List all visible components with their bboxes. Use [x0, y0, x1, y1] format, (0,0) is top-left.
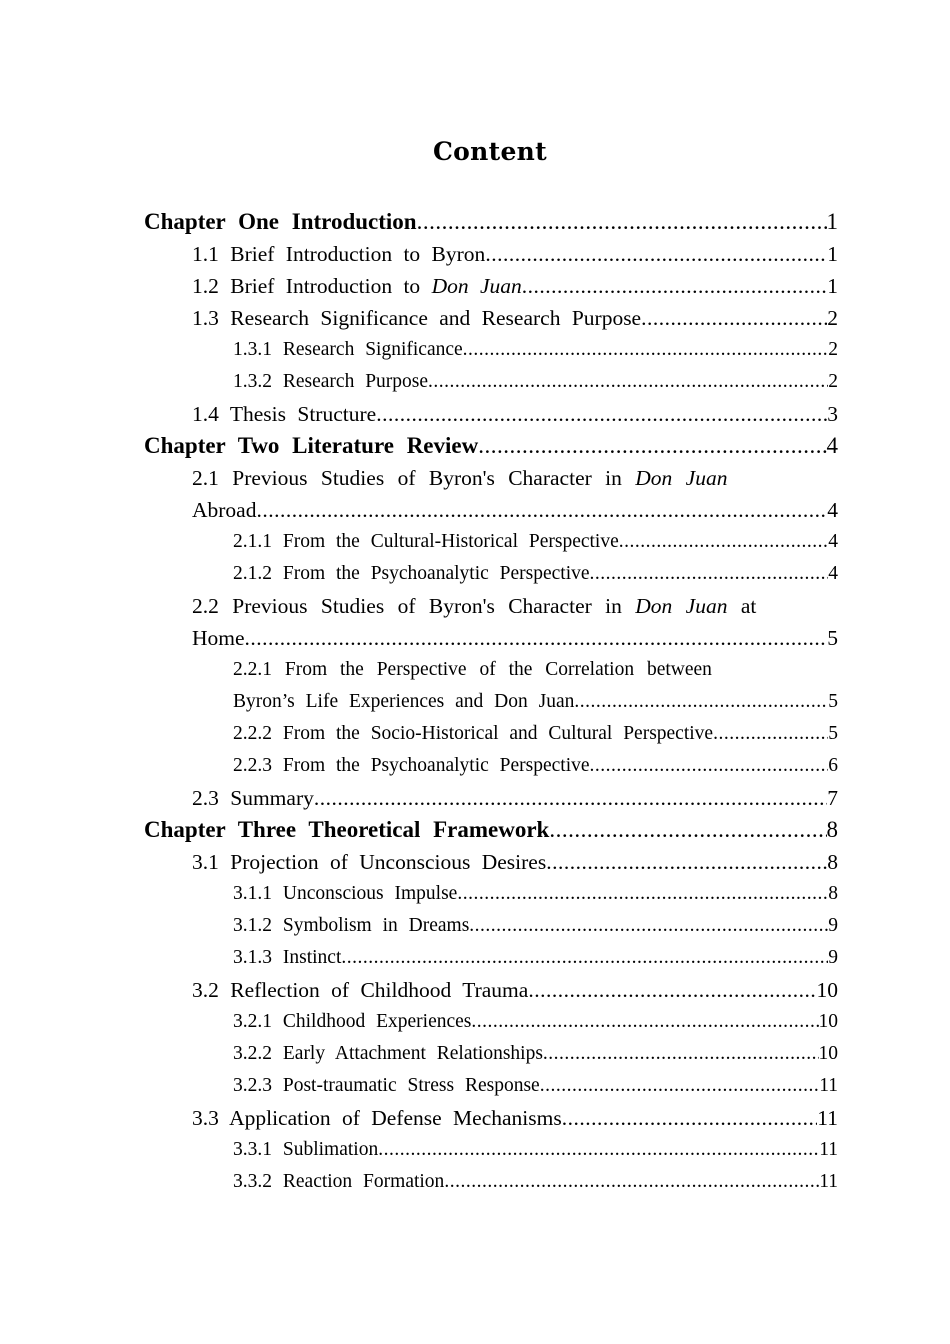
- leader-dots: [590, 558, 829, 590]
- toc-entry-3-2-3[interactable]: [233, 1070, 838, 1102]
- toc-label: 2.2.3 From the Psychoanalytic Perspective: [233, 755, 590, 776]
- toc-label: Chapter One Introduction: [144, 209, 417, 234]
- toc-page-number: 1: [826, 209, 838, 234]
- toc-label-text: 2.1 Previous Studies of Byron's Character in: [192, 466, 636, 490]
- leader-dots: [528, 974, 816, 1006]
- toc-label: Chapter Three Theoretical Framework: [144, 817, 550, 842]
- leader-dots: [543, 1038, 819, 1070]
- toc-label: 3.2.1 Childhood Experiences: [233, 1011, 472, 1032]
- leader-dots: [590, 750, 829, 782]
- toc-label-line1: [192, 462, 838, 494]
- toc-entry-chapter-1[interactable]: [144, 206, 838, 238]
- toc-page-number: 11: [819, 1171, 838, 1192]
- toc-page-number: 5: [828, 723, 838, 744]
- toc-entry-chapter-2[interactable]: [144, 430, 838, 462]
- leader-dots: [546, 846, 827, 878]
- table-of-contents: [144, 206, 838, 1198]
- toc-page-number: 10: [818, 1011, 838, 1032]
- toc-page-number: 11: [817, 1106, 838, 1130]
- toc-label: 3.1.1 Unconscious Impulse: [233, 883, 458, 904]
- toc-page-number: 10: [816, 978, 838, 1002]
- toc-page-number: 2: [827, 306, 838, 330]
- toc-label: 3.1.3 Instinct: [233, 947, 342, 968]
- leader-dots: [619, 526, 828, 558]
- toc-entry-3-1[interactable]: [192, 846, 838, 878]
- leader-dots: [641, 302, 827, 334]
- toc-label-text: 2.2 Previous Studies of Byron's Character in: [192, 594, 636, 618]
- toc-entry-3-2[interactable]: [192, 974, 838, 1006]
- toc-label: 1.4 Thesis Structure: [192, 402, 377, 426]
- leader-dots: [428, 366, 828, 398]
- leader-dots: [378, 1134, 819, 1166]
- toc-page-number: 4: [826, 433, 838, 458]
- toc-page-number: 8: [826, 817, 838, 842]
- leader-dots: [540, 1070, 820, 1102]
- toc-entry-2-2-2[interactable]: [233, 718, 838, 750]
- toc-page-number: 10: [818, 1043, 838, 1064]
- toc-label: 2.1.2 From the Psychoanalytic Perspective: [233, 563, 590, 584]
- toc-page-number: 9: [828, 915, 838, 936]
- toc-entry-2-2-1[interactable]: [233, 654, 838, 718]
- toc-label: 1.3 Research Significance and Research Purpose: [192, 306, 642, 330]
- toc-label: 3.3 Application of Defense Mechanisms: [192, 1106, 562, 1130]
- toc-page-number: 7: [827, 786, 838, 810]
- toc-label-line1: [192, 590, 838, 622]
- toc-label: 1.1 Brief Introduction to Byron: [192, 242, 486, 266]
- leader-dots: [245, 622, 828, 654]
- toc-page-number: 5: [827, 626, 838, 650]
- toc-entry-1-3-1[interactable]: [233, 334, 838, 366]
- toc-entry-1-2[interactable]: [192, 270, 838, 302]
- toc-label-italic: Don Juan: [635, 594, 728, 618]
- toc-entry-3-3-2[interactable]: [233, 1166, 838, 1198]
- toc-entry-2-2-3[interactable]: [233, 750, 838, 782]
- toc-page-number: 2: [828, 339, 838, 360]
- toc-entry-2-1-1[interactable]: [233, 526, 838, 558]
- toc-entry-3-2-2[interactable]: [233, 1038, 838, 1070]
- toc-label-italic: Don Juan: [431, 274, 522, 298]
- toc-page-number: 6: [828, 755, 838, 776]
- toc-label-tail: at: [727, 594, 757, 618]
- toc-entry-3-3[interactable]: [192, 1102, 838, 1134]
- toc-page-number: 11: [819, 1075, 838, 1096]
- toc-label: 3.2 Reflection of Childhood Trauma: [192, 978, 529, 1002]
- toc-page-number: 8: [828, 883, 838, 904]
- leader-dots: [469, 910, 828, 942]
- leader-dots: [314, 782, 827, 814]
- toc-page-number: 4: [828, 531, 838, 552]
- toc-label: 2.1.1 From the Cultural-Historical Perspective: [233, 531, 619, 552]
- toc-entry-3-1-2[interactable]: [233, 910, 838, 942]
- toc-label: 3.3.2 Reaction Formation: [233, 1171, 445, 1192]
- toc-entry-2-1-2[interactable]: [233, 558, 838, 590]
- toc-label-continuation: Byron’s Life Experiences and Don Juan: [233, 691, 575, 712]
- toc-label: 1.3.2 Research Purpose: [233, 371, 429, 392]
- leader-dots: [457, 878, 828, 910]
- toc-entry-2-2[interactable]: [192, 590, 838, 654]
- toc-label: 2.3 Summary: [192, 786, 314, 810]
- leader-dots: [713, 718, 828, 750]
- toc-label-continuation: Abroad: [192, 498, 257, 522]
- toc-entry-2-1[interactable]: [192, 462, 838, 526]
- toc-page-number: 2: [828, 371, 838, 392]
- toc-page-number: 1: [827, 274, 838, 298]
- toc-page-number: 4: [828, 563, 838, 584]
- toc-page-number: 5: [828, 691, 838, 712]
- toc-label-line1: 2.2.1 From the Perspective of the Correlation between: [233, 659, 712, 680]
- toc-page-number: 11: [819, 1139, 838, 1160]
- toc-label: 3.1 Projection of Unconscious Desires: [192, 850, 547, 874]
- toc-entry-1-3[interactable]: [192, 302, 838, 334]
- leader-dots: [549, 814, 826, 846]
- toc-entry-1-4[interactable]: [192, 398, 838, 430]
- toc-label: 3.2.3 Post-traumatic Stress Response: [233, 1075, 540, 1096]
- toc-entry-3-2-1[interactable]: [233, 1006, 838, 1038]
- toc-entry-1-3-2[interactable]: [233, 366, 838, 398]
- leader-dots: [256, 494, 827, 526]
- toc-page-number: 8: [827, 850, 838, 874]
- toc-label: Chapter Two Literature Review: [144, 433, 479, 458]
- leader-dots: [376, 398, 827, 430]
- toc-label: 2.2.2 From the Socio-Historical and Cultural Perspective: [233, 723, 714, 744]
- toc-label: 3.3.1 Sublimation: [233, 1139, 379, 1160]
- leader-dots: [341, 942, 828, 974]
- leader-dots: [417, 206, 827, 238]
- leader-dots: [562, 1102, 818, 1134]
- toc-label-continuation: Home: [192, 626, 245, 650]
- toc-label: [192, 270, 522, 302]
- toc-entry-chapter-3[interactable]: [144, 814, 838, 846]
- toc-label: 3.2.2 Early Attachment Relationships: [233, 1043, 543, 1064]
- toc-label-italic: Don Juan: [635, 466, 728, 490]
- toc-entry-3-1-3[interactable]: [233, 942, 838, 974]
- toc-page-number: 9: [828, 947, 838, 968]
- toc-entry-2-3[interactable]: [192, 782, 838, 814]
- leader-dots: [485, 238, 827, 270]
- toc-entry-3-1-1[interactable]: [233, 878, 838, 910]
- leader-dots: [471, 1006, 818, 1038]
- toc-page-number: 3: [827, 402, 838, 426]
- leader-dots: [463, 334, 829, 366]
- toc-page-number: 1: [827, 242, 838, 266]
- toc-entry-3-3-1[interactable]: [233, 1134, 838, 1166]
- toc-label: 1.3.1 Research Significance: [233, 339, 463, 360]
- toc-entry-1-1[interactable]: [192, 238, 838, 270]
- toc-page-number: 4: [827, 498, 838, 522]
- page-title: Content: [432, 137, 548, 166]
- leader-dots: [574, 686, 828, 718]
- toc-label: 3.1.2 Symbolism in Dreams: [233, 915, 470, 936]
- leader-dots: [478, 430, 826, 462]
- toc-label-text: 1.2 Brief Introduction to: [192, 274, 432, 298]
- leader-dots: [522, 270, 827, 302]
- leader-dots: [444, 1166, 819, 1198]
